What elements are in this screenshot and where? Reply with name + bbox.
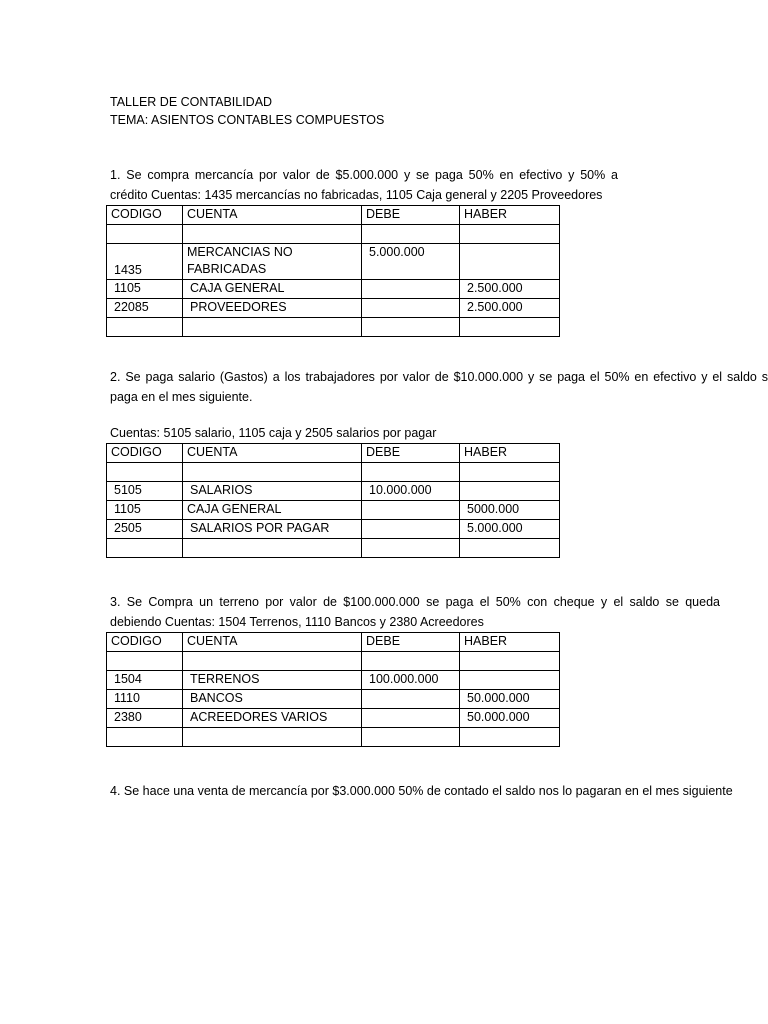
exercise-2-line-1: 2. Se paga salario (Gastos) a los trabajadores por valor de $10.000.000 y se paga el 50% en efectivo y el saldo s (110, 370, 768, 384)
table-row (107, 299, 560, 318)
exercise-1-line-1: 1. Se compra mercancía por valor de $5.000.000 y se paga 50% en efectivo y 50% a (110, 168, 618, 182)
header-haber: HABER (460, 633, 560, 652)
cell-codigo: 2505 (107, 520, 183, 539)
header-debe: DEBE (362, 206, 460, 225)
header-cuenta: CUENTA (183, 633, 362, 652)
table-header-row (107, 633, 560, 652)
table-row (107, 709, 560, 728)
cell-cuenta: SALARIOS (183, 482, 362, 501)
cell-haber (460, 482, 560, 501)
header-haber: HABER (460, 206, 560, 225)
table-row (107, 244, 560, 280)
table-row-empty (107, 539, 560, 558)
header-debe: DEBE (362, 633, 460, 652)
cell-debe (362, 280, 460, 299)
exercise-3-line-1: 3. Se Compra un terreno por valor de $100.000.000 se paga el 50% con cheque y el saldo se queda (110, 595, 720, 609)
header-cuenta: CUENTA (183, 206, 362, 225)
cell-debe: 10.000.000 (362, 482, 460, 501)
cell-codigo: 1504 (107, 671, 183, 690)
cell-debe (362, 709, 460, 728)
cell-codigo: 2380 (107, 709, 183, 728)
table-header-row (107, 444, 560, 463)
exercise-2-table (106, 443, 560, 558)
table-header-row (107, 206, 560, 225)
cell-cuenta: SALARIOS POR PAGAR (183, 520, 362, 539)
cell-codigo: 1105 (107, 501, 183, 520)
exercise-2-accounts: Cuentas: 5105 salario, 1105 caja y 2505 salarios por pagar (110, 426, 437, 440)
cell-cuenta: ACREEDORES VARIOS (183, 709, 362, 728)
cell-cuenta: TERRENOS (183, 671, 362, 690)
cell-debe (362, 520, 460, 539)
exercise-1-statement (110, 166, 618, 205)
cell-debe (362, 690, 460, 709)
cell-debe: 5.000.000 (362, 244, 460, 280)
cell-codigo: 1435 (107, 244, 183, 280)
table-row-empty (107, 728, 560, 747)
exercise-3-line-2: debiendo Cuentas: 1504 Terrenos, 1110 Bancos y 2380 Acreedores (110, 614, 484, 629)
cell-codigo: 22085 (107, 299, 183, 318)
table-row (107, 501, 560, 520)
header-codigo: CODIGO (107, 206, 183, 225)
cell-haber: 2.500.000 (460, 280, 560, 299)
cell-codigo: 1110 (107, 690, 183, 709)
table-row (107, 520, 560, 539)
exercise-2-statement (110, 368, 768, 407)
exercise-3-table (106, 632, 560, 747)
header-debe: DEBE (362, 444, 460, 463)
exercise-1-table (106, 205, 560, 337)
cell-haber: 5.000.000 (460, 520, 560, 539)
document-title: TALLER DE CONTABILIDAD (110, 95, 273, 109)
header-haber: HABER (460, 444, 560, 463)
table-row (107, 690, 560, 709)
cell-cuenta: BANCOS (183, 690, 362, 709)
table-row (107, 280, 560, 299)
cell-haber (460, 671, 560, 690)
exercise-4-statement: 4. Se hace una venta de mercancía por $3.000.000 50% de contado el saldo nos lo pagaran en el mes siguiente (110, 784, 733, 798)
table-row-empty (107, 318, 560, 337)
document-subtitle: TEMA: ASIENTOS CONTABLES COMPUESTOS (110, 113, 385, 127)
exercise-2-line-2: paga en el mes siguiente. (110, 389, 253, 404)
table-row-empty (107, 652, 560, 671)
cell-haber: 2.500.000 (460, 299, 560, 318)
cell-debe (362, 299, 460, 318)
cell-cuenta: CAJA GENERAL (183, 501, 362, 520)
cell-haber (460, 244, 560, 280)
exercise-1-line-2: crédito Cuentas: 1435 mercancías no fabricadas, 1105 Caja general y 2205 Proveedores (110, 187, 603, 202)
header-codigo: CODIGO (107, 633, 183, 652)
cell-debe (362, 501, 460, 520)
cell-cuenta: CAJA GENERAL (183, 280, 362, 299)
table-row (107, 482, 560, 501)
table-row (107, 671, 560, 690)
table-row-empty (107, 463, 560, 482)
table-row-empty (107, 225, 560, 244)
cell-codigo: 5105 (107, 482, 183, 501)
cell-haber: 50.000.000 (460, 709, 560, 728)
exercise-3-statement (110, 593, 720, 632)
cell-haber: 50.000.000 (460, 690, 560, 709)
header-codigo: CODIGO (107, 444, 183, 463)
cell-debe: 100.000.000 (362, 671, 460, 690)
cell-codigo: 1105 (107, 280, 183, 299)
cell-haber: 5000.000 (460, 501, 560, 520)
cell-cuenta: MERCANCIAS NO FABRICADAS (183, 244, 362, 280)
cell-cuenta: PROVEEDORES (183, 299, 362, 318)
header-cuenta: CUENTA (183, 444, 362, 463)
